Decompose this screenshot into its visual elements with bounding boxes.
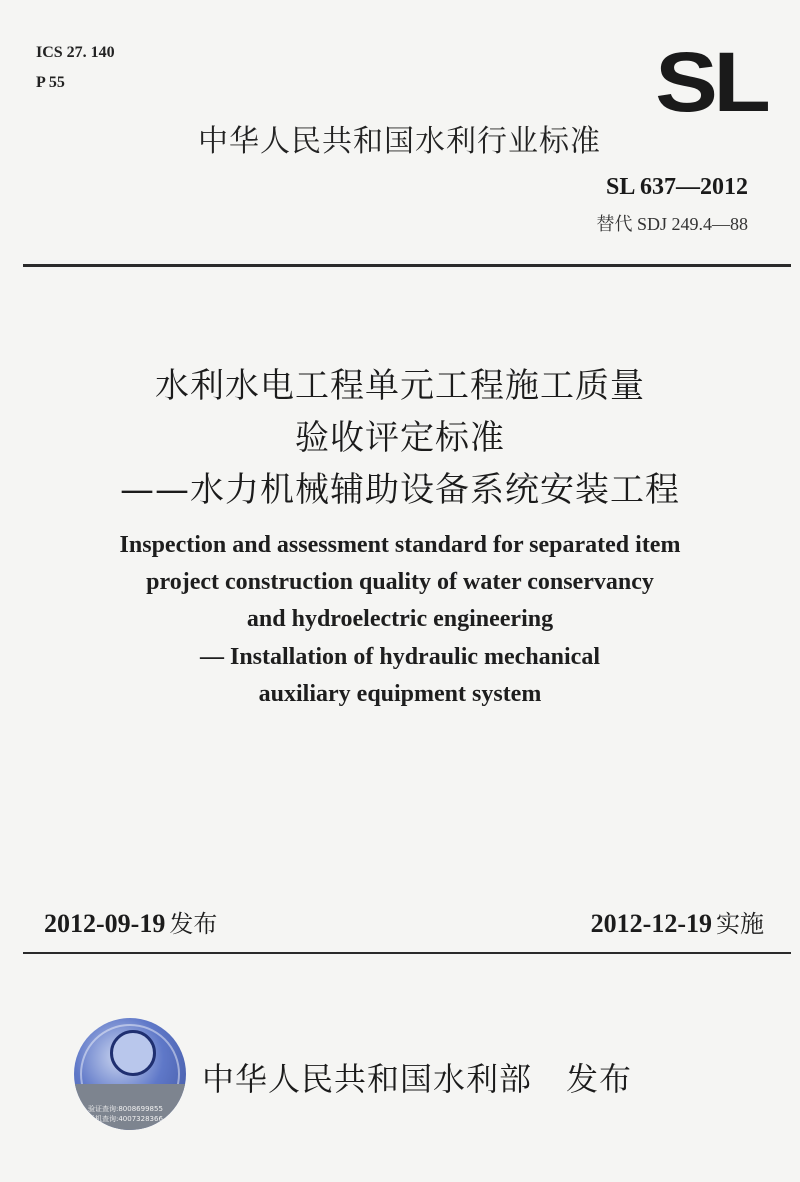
english-title-line-1: Inspection and assessment standard for separated item (119, 532, 681, 558)
issue-date-value: 2012-09-19 (44, 909, 166, 938)
classification-code: P 55 (36, 74, 65, 91)
english-title-line-2: project construction quality of water conservancy (146, 569, 654, 595)
chinese-title-line-3: ——水力机械辅助设备系统安装工程 (120, 470, 680, 510)
english-title-line-5: auxiliary equipment system (258, 681, 542, 707)
standard-number: SL 637—2012 (605, 174, 748, 200)
seal-verify-line-1: 验证查询:8008699855 (88, 1105, 163, 1113)
implementation-label: 实施 (716, 910, 764, 938)
sl-logo: SL (654, 35, 766, 129)
bottom-divider (23, 952, 791, 954)
seal-verify-line-2: 手机查询:4007328366 (88, 1115, 163, 1123)
implementation-date-value: 2012-12-19 (590, 909, 712, 938)
industry-standard-title: 中华人民共和国水利行业标准 (198, 124, 601, 159)
publisher-name: 中华人民共和国水利部 (202, 1060, 533, 1098)
ics-code: ICS 27. 140 (36, 44, 115, 61)
seal-emblem-icon (110, 1030, 156, 1076)
issue-label: 发布 (169, 910, 218, 938)
publish-verb: 发布 (566, 1060, 633, 1098)
implementation-date (591, 904, 764, 939)
issue-date (44, 904, 217, 939)
top-divider (23, 264, 791, 267)
replaces-standard: 替代 SDJ 249.4—88 (596, 214, 748, 234)
english-title-line-3: and hydroelectric engineering (246, 606, 554, 632)
anti-counterfeit-seal (74, 1018, 186, 1130)
english-title-line-4: — Installation of hydraulic mechanical (199, 644, 601, 670)
chinese-title-line-2: 验收评定标准 (295, 418, 505, 458)
publisher (202, 1054, 632, 1100)
chinese-title-line-1: 水利水电工程单元工程施工质量 (155, 366, 645, 406)
